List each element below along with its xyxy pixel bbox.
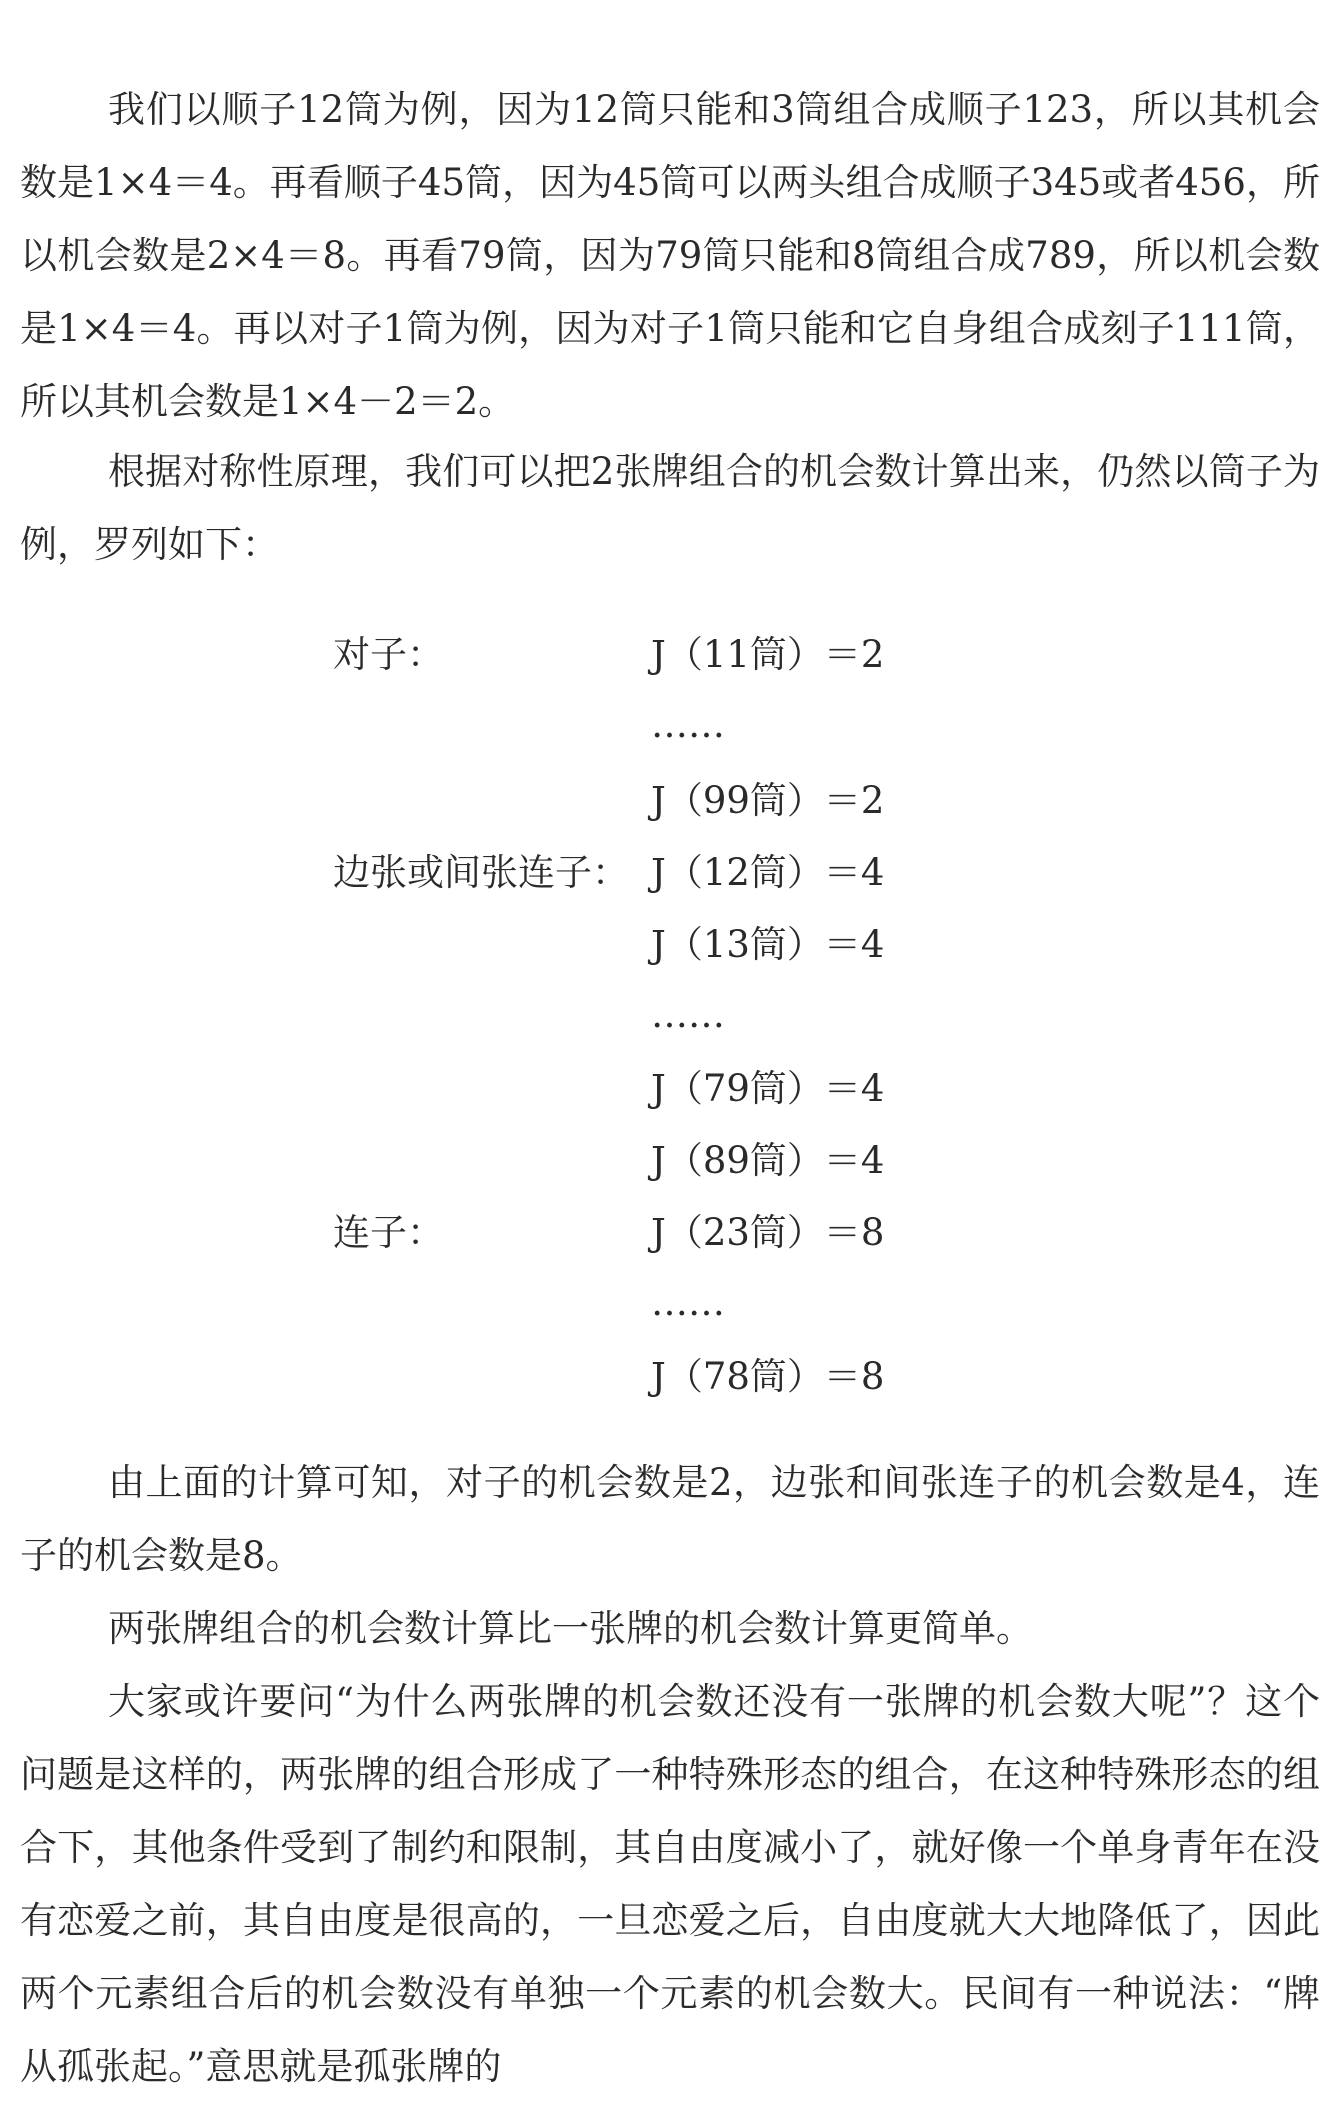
label-pair: 对子： <box>333 633 444 676</box>
listing-ellipsis: …… <box>651 703 725 746</box>
paragraph-calculation-result: 由上面的计算可知，对子的机会数是2，边张和间张连子的机会数是4，连子的机会数是8。 <box>20 1461 1320 1577</box>
listing-row: J（89筒）＝4 <box>651 1139 885 1182</box>
label-connection: 连子： <box>333 1211 444 1254</box>
listing-row: J（23筒）＝8 <box>651 1211 885 1254</box>
listing-row: J（11筒）＝2 <box>651 633 885 676</box>
label-edge-gap-connection: 边张或间张连子： <box>333 851 629 894</box>
paragraph-shunzi-examples: 我们以顺子12筒为例，因为12筒只能和3筒组合成顺子123，所以其机会数是1×4＝4。再看顺子45筒，因为45筒可以两头组合成顺子345或者456，所以机会数是2×4＝8。再看79筒，因为79筒只能和8筒组合成789，所以机会数是1×4＝4。再以对子1筒为例，因为对子1筒只能和它自身组合成刻子111筒，所以其机会数是1×4－2＝2。 <box>20 88 1320 423</box>
listing-row: J（13筒）＝4 <box>651 923 885 966</box>
paragraph-simpler-calculation: 两张牌组合的机会数计算比一张牌的机会数计算更简单。 <box>108 1607 1033 1650</box>
listing-ellipsis: …… <box>651 1281 725 1324</box>
paragraph-freedom-explanation: 大家或许要问“为什么两张牌的机会数还没有一张牌的机会数大呢”？这个问题是这样的，两张牌的组合形成了一种特殊形态的组合，在这种特殊形态的组合下，其他条件受到了制约和限制，其自由度减小了，就好像一个单身青年在没有恋爱之前，其自由度是很高的，一旦恋爱之后，自由度就大大地降低了，因此两个元素组合后的机会数没有单独一个元素的机会数大。民间有一种说法：“牌从孤张起。”意思就是孤张牌的 <box>20 1680 1320 2088</box>
listing-row: J（79筒）＝4 <box>651 1067 885 1110</box>
listing-ellipsis: …… <box>651 993 725 1036</box>
paragraph-symmetry-intro: 根据对称性原理，我们可以把2张牌组合的机会数计算出来，仍然以筒子为例，罗列如下： <box>20 450 1320 566</box>
listing-row: J（78筒）＝8 <box>651 1355 885 1398</box>
listing-row: J（12筒）＝4 <box>651 851 885 894</box>
listing-row: J（99筒）＝2 <box>651 779 885 822</box>
